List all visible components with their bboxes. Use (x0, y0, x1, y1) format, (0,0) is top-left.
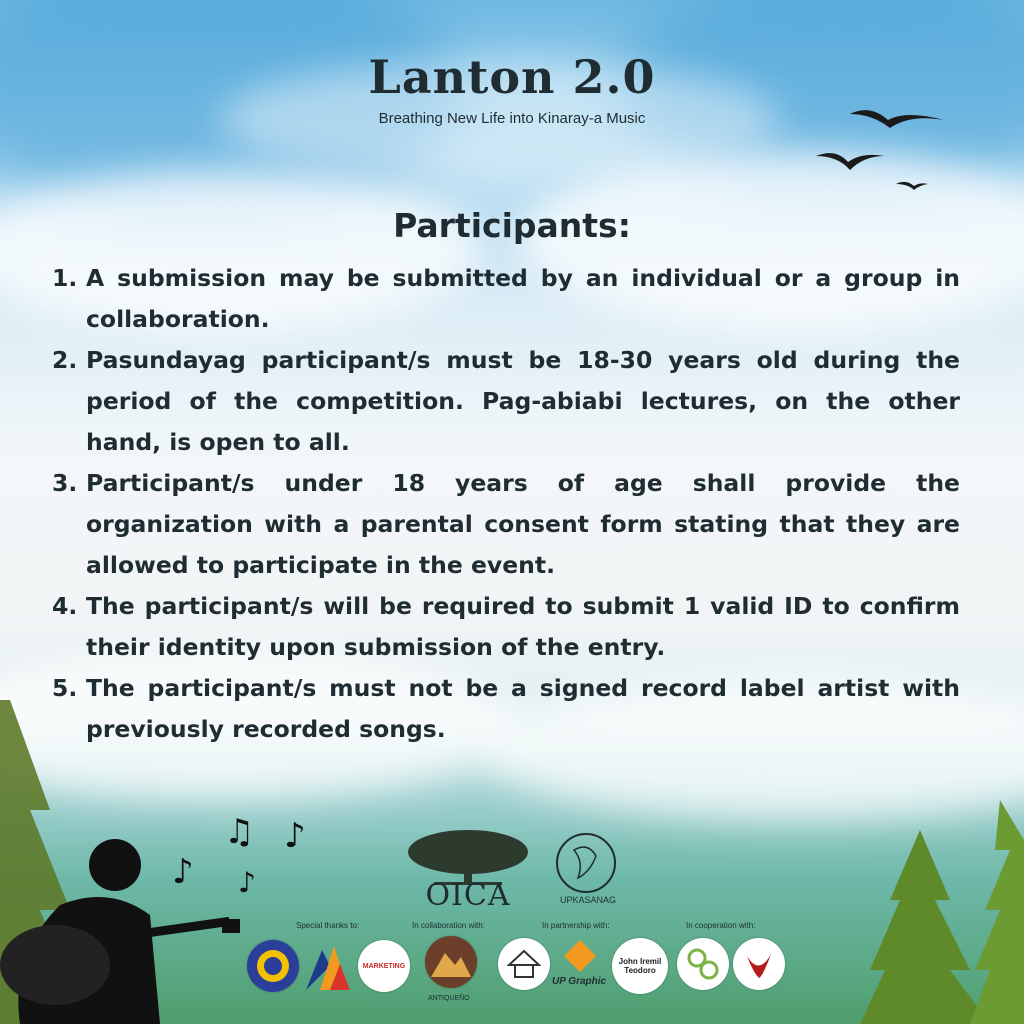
partnership-caption: In partnership with: (542, 921, 610, 930)
rule-number: 5. (52, 674, 78, 702)
ribbon-icon (741, 946, 777, 982)
music-note-icon: ♪ (238, 866, 256, 899)
music-note-icon: ♫ (224, 812, 255, 852)
sponsor-antiqueno-logo (425, 936, 477, 988)
rule-item (52, 586, 960, 668)
cooperation-caption: In cooperation with: (686, 921, 756, 930)
rules-list (52, 258, 960, 750)
up-graphic-label: UP Graphic (552, 976, 607, 987)
upkasanag-logo-icon (552, 832, 620, 894)
seal-icon (254, 947, 292, 985)
rule-number: 3. (52, 469, 78, 497)
john-name-label: John Iremil Teodoro (618, 957, 662, 975)
rule-text: The participant/s must not be a signed record label artist with previously recorded songs. (86, 674, 960, 743)
rule-text: A submission may be submitted by an individual or a group in collaboration. (86, 264, 960, 333)
sponsor-ribbon-logo (733, 938, 785, 990)
rule-text: Participant/s under 18 years of age shall provide the organization with a parental consent form stating that they are allowed to participate in the event. (86, 469, 960, 579)
rule-item (52, 258, 960, 340)
collaboration-caption: In collaboration with: (412, 921, 485, 930)
music-note-icon: ♪ (284, 816, 306, 856)
sponsor-clover-logo (677, 938, 729, 990)
rule-number: 4. (52, 592, 78, 620)
sponsor-seal-logo (247, 940, 299, 992)
right-trees-icon (860, 800, 1024, 1024)
sponsor-marketing-logo (358, 940, 410, 992)
sponsor-flame-logo-icon (300, 940, 354, 992)
page-title: Lanton 2.0 (368, 50, 656, 104)
rule-number: 1. (52, 264, 78, 292)
clover-icon (685, 946, 721, 982)
rule-text: The participant/s will be required to submit 1 valid ID to confirm their identity upon submission of the entry. (86, 592, 960, 661)
house-icon (507, 949, 541, 979)
mountain-icon (431, 947, 471, 977)
marketing-label: MARKETING (362, 962, 406, 970)
rule-item (52, 668, 960, 750)
rule-item (52, 463, 960, 586)
music-note-icon: ♪ (172, 852, 194, 892)
special-thanks-caption: Special thanks to: (296, 921, 360, 930)
rule-text: Pasundayag participant/s must be 18-30 years old during the period of the competition. Pag-abiabi lectures, on the other hand, is open to all. (86, 346, 960, 456)
up-graphic-diamond-icon (562, 938, 598, 974)
antiqueno-caption: ANTIQUEÑO (428, 995, 470, 1002)
sponsor-balay-logo (498, 938, 550, 990)
page-subtitle: Breathing New Life into Kinaray-a Music (378, 110, 646, 127)
sponsor-john-logo (612, 938, 668, 994)
oica-logo-text: OICA (425, 878, 511, 913)
rule-number: 2. (52, 346, 78, 374)
section-heading: Participants: (393, 206, 631, 245)
guitarist-silhouette-icon (0, 835, 250, 1024)
upkasanag-logo-text: UPKASANAG (559, 895, 617, 905)
rule-item (52, 340, 960, 463)
